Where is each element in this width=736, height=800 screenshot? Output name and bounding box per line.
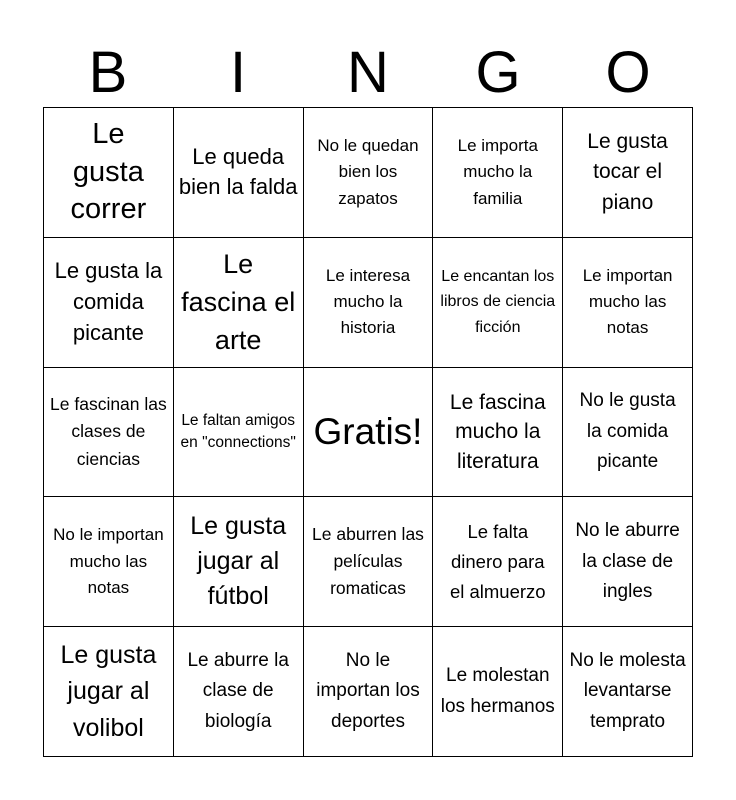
bingo-cell[interactable] [304,238,434,368]
cell-text: No le quedan bien los zapatos [317,135,419,208]
bingo-cell[interactable] [563,238,693,368]
bingo-cell[interactable] [174,627,304,757]
bingo-cell[interactable] [563,627,693,757]
cell-text: Le falta dinero para el almuerzo [449,521,546,602]
cell-text: No le importan mucho las notas [53,525,164,597]
bingo-cell[interactable] [433,497,563,627]
bingo-cell[interactable] [174,368,304,498]
cell-text: Le molestan los hermanos [440,665,555,717]
cell-text: Le importan mucho las notas [582,265,673,338]
cell-text: Le gusta la comida picante [54,258,163,345]
bingo-header [43,40,693,106]
bingo-cell[interactable] [174,497,304,627]
cell-text: Le gusta jugar al fútbol [190,512,287,611]
bingo-cell[interactable] [174,238,304,368]
cell-text: No le aburre la clase de ingles [575,520,680,602]
bingo-cell[interactable] [174,108,304,238]
cell-text: No le importan los deportes [316,650,420,732]
cell-text: Le fascina el arte [181,248,296,356]
bingo-cell[interactable] [44,108,174,238]
cell-text: Le encantan los libros de ciencia ficción [440,267,556,336]
header-letter-g: G [475,40,521,105]
cell-text: No le gusta la comida picante [579,390,676,473]
cell-text: Le fascina mucho la literatura [449,390,546,473]
cell-text: Le gusta jugar al volibol [60,641,157,742]
bingo-cell[interactable] [44,368,174,498]
bingo-cell[interactable] [563,108,693,238]
header-letter-o: O [605,40,651,105]
cell-text: Le aburren las películas romaticas [312,524,424,599]
bingo-cell[interactable] [433,238,563,368]
header-letter-n: N [347,40,389,105]
cell-text: Le gusta correr [70,117,147,226]
bingo-cell[interactable] [563,368,693,498]
cell-text: Le fascinan las clases de ciencias [50,394,167,469]
bingo-cell[interactable] [44,497,174,627]
free-space-text: Gratis! [313,410,423,452]
bingo-cell[interactable] [433,108,563,238]
bingo-board [43,107,693,757]
bingo-cell[interactable] [304,497,434,627]
bingo-cell[interactable] [304,627,434,757]
bingo-cell[interactable] [304,108,434,238]
bingo-cell[interactable] [44,627,174,757]
cell-text: No le molesta levantarse temprato [569,650,686,732]
cell-text: Le gusta tocar el piano [587,129,668,214]
bingo-cell[interactable] [433,368,563,498]
bingo-cell[interactable] [433,627,563,757]
cell-text: Le aburre la clase de biología [187,650,289,732]
header-letter-b: B [88,40,128,105]
header-letter-i: I [229,40,247,105]
cell-text: Le interesa mucho la historia [325,265,411,338]
bingo-cell[interactable] [44,238,174,368]
cell-text: Le importa mucho la familia [457,135,538,208]
free-space-cell[interactable] [304,368,434,498]
cell-text: Le queda bien la falda [178,143,298,200]
bingo-cell[interactable] [563,497,693,627]
cell-text: Le faltan amigos en "connections" [180,411,296,451]
